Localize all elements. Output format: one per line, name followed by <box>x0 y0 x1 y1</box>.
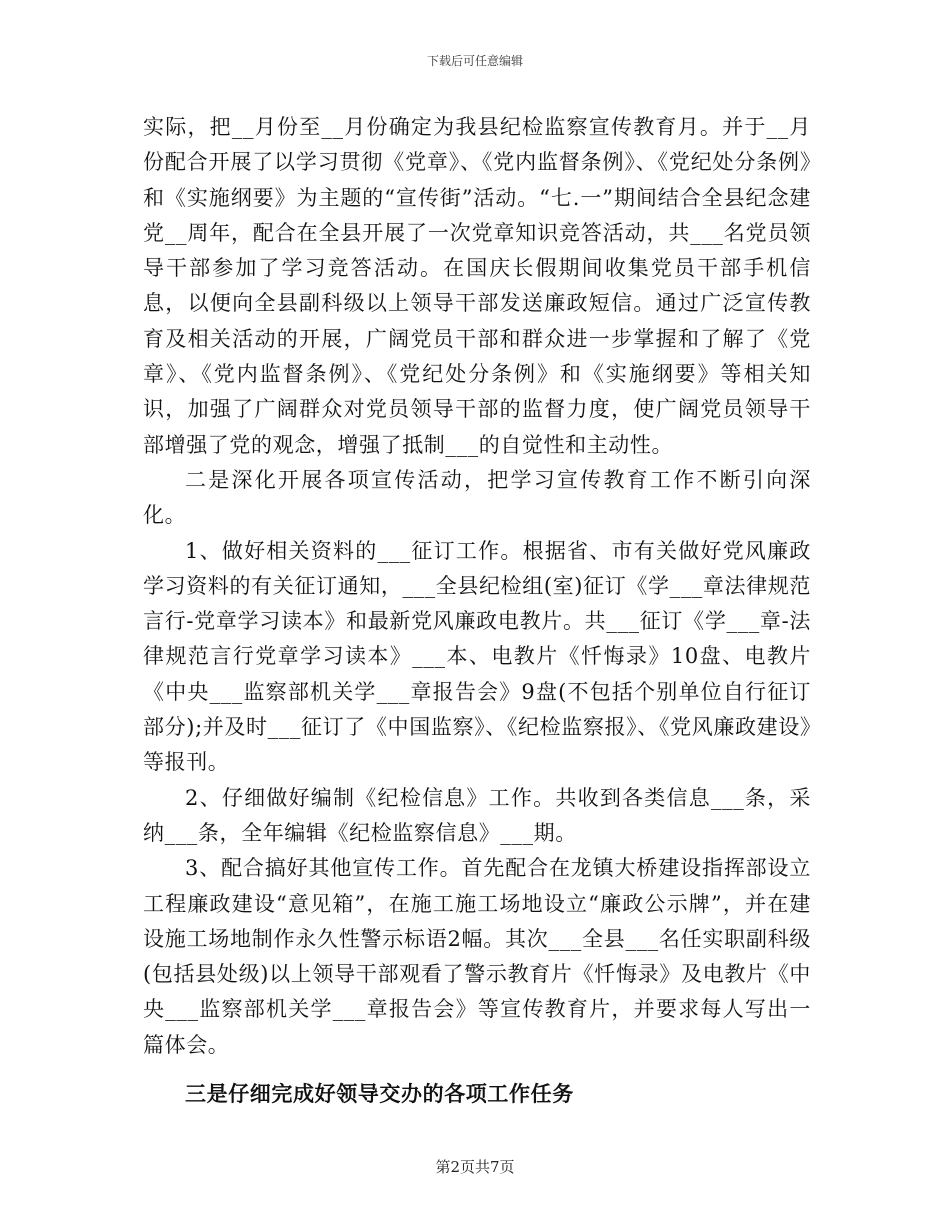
page-header: 下载后可任意编辑 <box>426 54 523 68</box>
paragraph-deepen-activities: 二是深化开展各项宣传活动，把学习宣传教育工作不断引向深化。 <box>143 467 811 528</box>
document-body <box>143 110 811 1112</box>
paragraph-materials-subscription: 1、做好相关资料的___征订工作。根据省、市有关做好党风廉政学习资料的有关征订通知，___全县纪检组(室)征订《学___章法律规范言行-党章学习读本》和最新党风廉政电教片。共___征订《学___章-法律规范言行党章学习读本》___本、电教片《忏悔录》10盘、电教片《中央___监察部机关学___章报告会》9盘(不包括个别单位自行征订部分);并及时___征订了《中国监察》、《纪检监察报》、《党风廉政建设》等报刊。 <box>143 538 811 775</box>
section-heading: 三是仔细完成好领导交办的各项工作任务 <box>185 1082 574 1107</box>
paragraph-education-month: 实际，把__月份至__月份确定为我县纪检监察宣传教育月。并于__月份配合开展了以学习贯彻《党章》、《党内监督条例》、《党纪处分条例》和《实施纲要》为主题的“宣传街”活动。“七.一”期间结合全县纪念建党__周年，配合在全县开展了一次党章知识竞答活动，共___名党员领导干部参加了学习竞答活动。在国庆长假期间收集党员干部手机信息，以便向全县副科级以上领导干部发送廉政短信。通过广泛宣传教育及相关活动的开展，广阔党员干部和群众进一步掌握和了解了《党章》、《党内监督条例》、《党纪处分条例》和《实施纲要》等相关知识，加强了广阔群众对党员领导干部的监督力度，使广阔党员领导干部增强了党的观念，增强了抵制___的自觉性和主动性。 <box>143 115 811 457</box>
paragraph-other-publicity: 3、配合搞好其他宣传工作。首先配合在龙镇大桥建设指挥部设立工程廉政建设“意见箱”，在施工施工场地设立“廉政公示牌”，并在建设施工场地制作永久性警示标语2幅。其次___全县___名任实职副科级(包括县处级)以上领导干部观看了警示教育片《忏悔录》及电教片《中央___监察部机关学___章报告会》等宣传教育片，并要求每人写出一篇体会。 <box>143 856 811 1057</box>
paragraph-discipline-info: 2、仔细做好编制《纪检信息》工作。共收到各类信息___条，采纳___条，全年编辑《纪检监察信息》___期。 <box>143 785 811 845</box>
page-number: 第2页共7页 <box>435 1158 515 1176</box>
